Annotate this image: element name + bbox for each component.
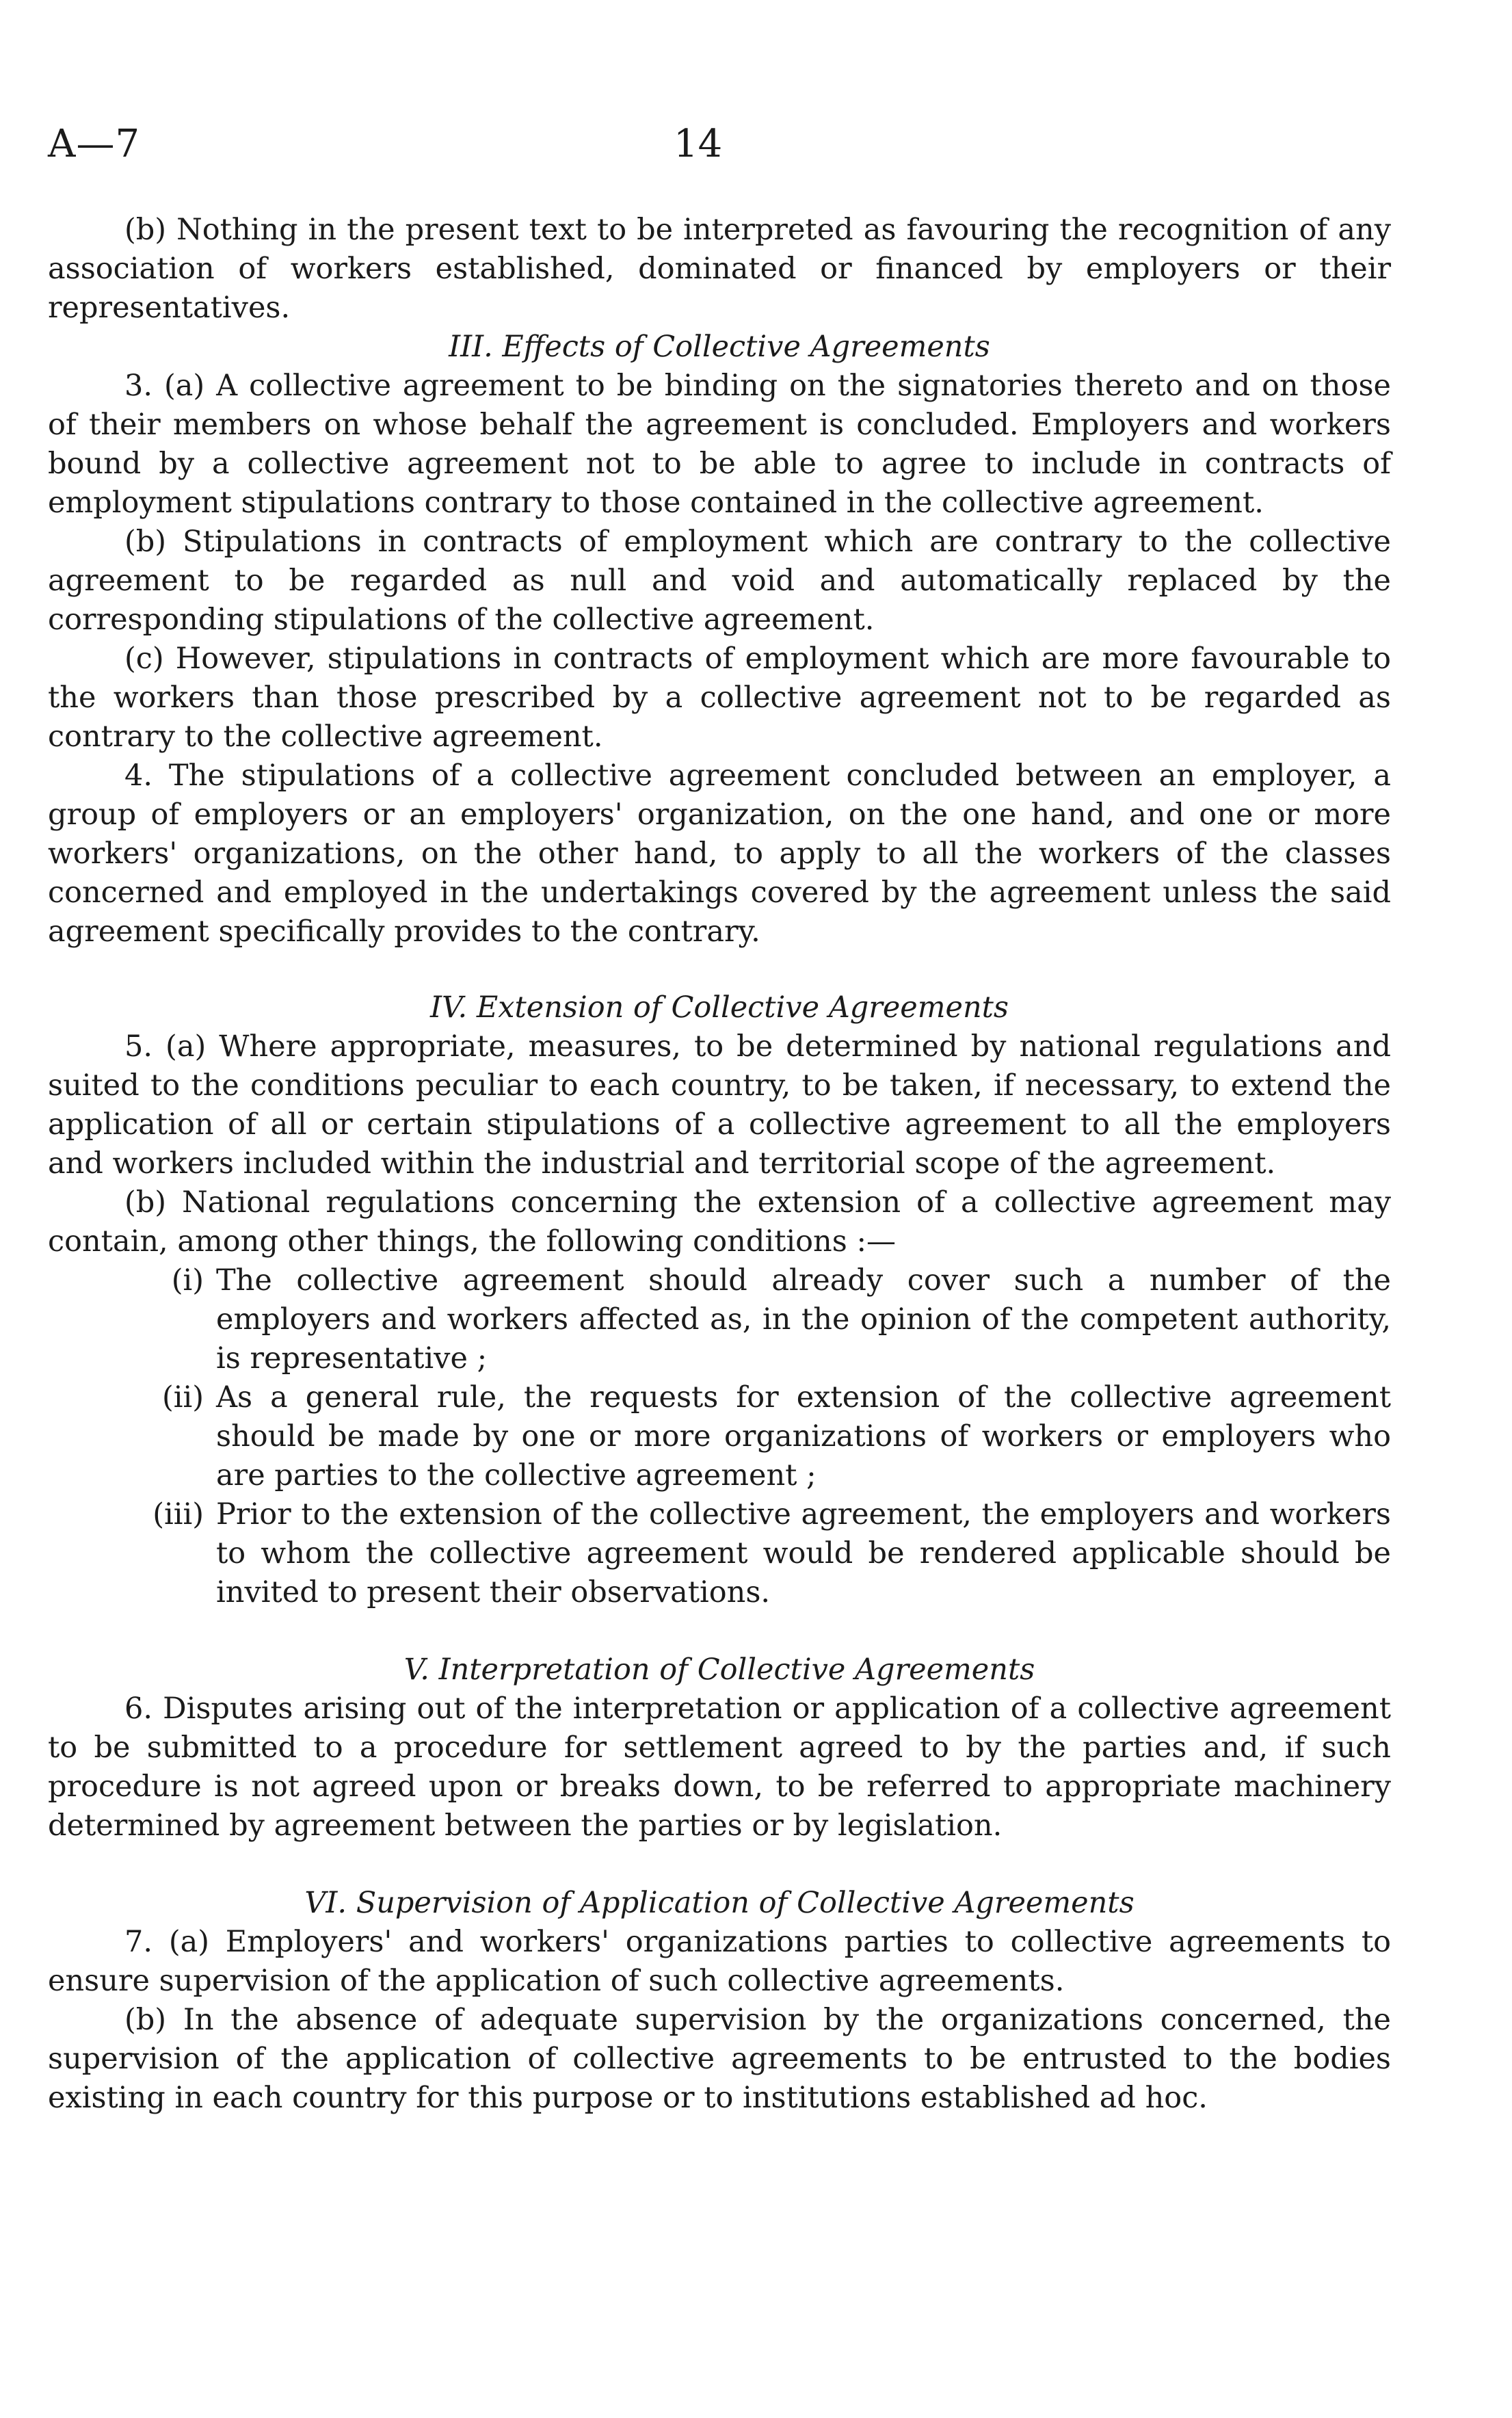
paragraph-3c: (c) However, stipulations in contracts of employment which are more favourable to the workers than those prescribed by a collective agreement not to be regarded as contrary to the collective agreement. — [48, 642, 1391, 754]
paragraph-3a: 3. (a) A collective agreement to be binding on the signatories thereto and on those of their members on whose behalf the agreement is concluded. Employers and workers bound by a collective agreement not to be able to agree to include in contracts of employment stipulations contrary to those contained in the collective agreement. — [48, 369, 1391, 520]
section-heading-IV: IV. Extension of Collective Agreements — [429, 990, 1009, 1025]
paragraph-4: 4. The stipulations of a collective agreement concluded between an employer, a group of employers or an employers' organization, on the one hand, and one or more workers' organizations, on the other hand, to apply to all the workers of the classes concerned and employed in the undertakings covered by the agreement unless the said agreement specifically provides to the contrary. — [48, 759, 1391, 949]
list-item-number: (iii) — [152, 1497, 204, 1532]
section-heading-V: V. Interpretation of Collective Agreements — [403, 1653, 1035, 1687]
section-heading-III: III. Effects of Collective Agreements — [449, 330, 990, 364]
list-item-number: (i) — [171, 1263, 204, 1298]
paragraph-5a: 5. (a) Where appropriate, measures, to be determined by national regulations and suited to the conditions peculiar to each country, to be taken, if necessary, to extend the application of all or certain stipulations of a collective agreement to all the employers and workers included within the industrial and territorial scope of the agreement. — [48, 1029, 1391, 1181]
conditions-list — [48, 1261, 1391, 1612]
list-item — [48, 1495, 1391, 1612]
paragraph-3b: (b) Stipulations in contracts of employment which are contrary to the collective agreement to be regarded as null and void and automatically replaced by the corresponding stipulations of the collective agreement. — [48, 525, 1391, 637]
page-number: 14 — [674, 122, 723, 166]
document-reference: A—7 — [48, 122, 141, 166]
paragraph-7b: (b) In the absence of adequate supervision by the organizations concerned, the supervision of the application of collective agreements to be entrusted to the bodies existing in each country for this purpose or to institutions established ad hoc. — [48, 2003, 1391, 2115]
list-item — [48, 1261, 1391, 1378]
list-item-text: As a general rule, the requests for extension of the collective agreement should be made by one or more organizations of workers or employers who are parties to the collective agreement ; — [216, 1380, 1391, 1493]
paragraph-2b: (b) Nothing in the present text to be interpreted as favouring the recognition of any association of workers established, dominated or financed by employers or their representatives. — [48, 213, 1391, 325]
list-item-number: (ii) — [161, 1380, 204, 1415]
document-body — [48, 211, 1391, 2118]
paragraph-6: 6. Disputes arising out of the interpretation or application of a collective agreement to be submitted to a procedure for settlement agreed to by the parties and, if such procedure is not agreed upon or breaks down, to be referred to appropriate machinery determined by agreement between the parties or by legislation. — [48, 1692, 1391, 1843]
list-item-text: The collective agreement should already cover such a number of the employers and workers affected as, in the opinion of the competent authority, is representative ; — [216, 1263, 1391, 1376]
paragraph-7a: 7. (a) Employers' and workers' organizations parties to collective agreements to ensure supervision of the application of such collective agreements. — [48, 1925, 1391, 1998]
list-item — [48, 1378, 1391, 1495]
section-heading-VI: VI. Supervision of Application of Collective Agreements — [304, 1886, 1135, 1920]
list-item-text: Prior to the extension of the collective agreement, the employers and workers to whom the collective agreement would be rendered applicable should be invited to present their observations. — [216, 1497, 1391, 1609]
paragraph-5b: (b) National regulations concerning the extension of a collective agreement may contain, among other things, the following conditions :— — [48, 1185, 1391, 1259]
